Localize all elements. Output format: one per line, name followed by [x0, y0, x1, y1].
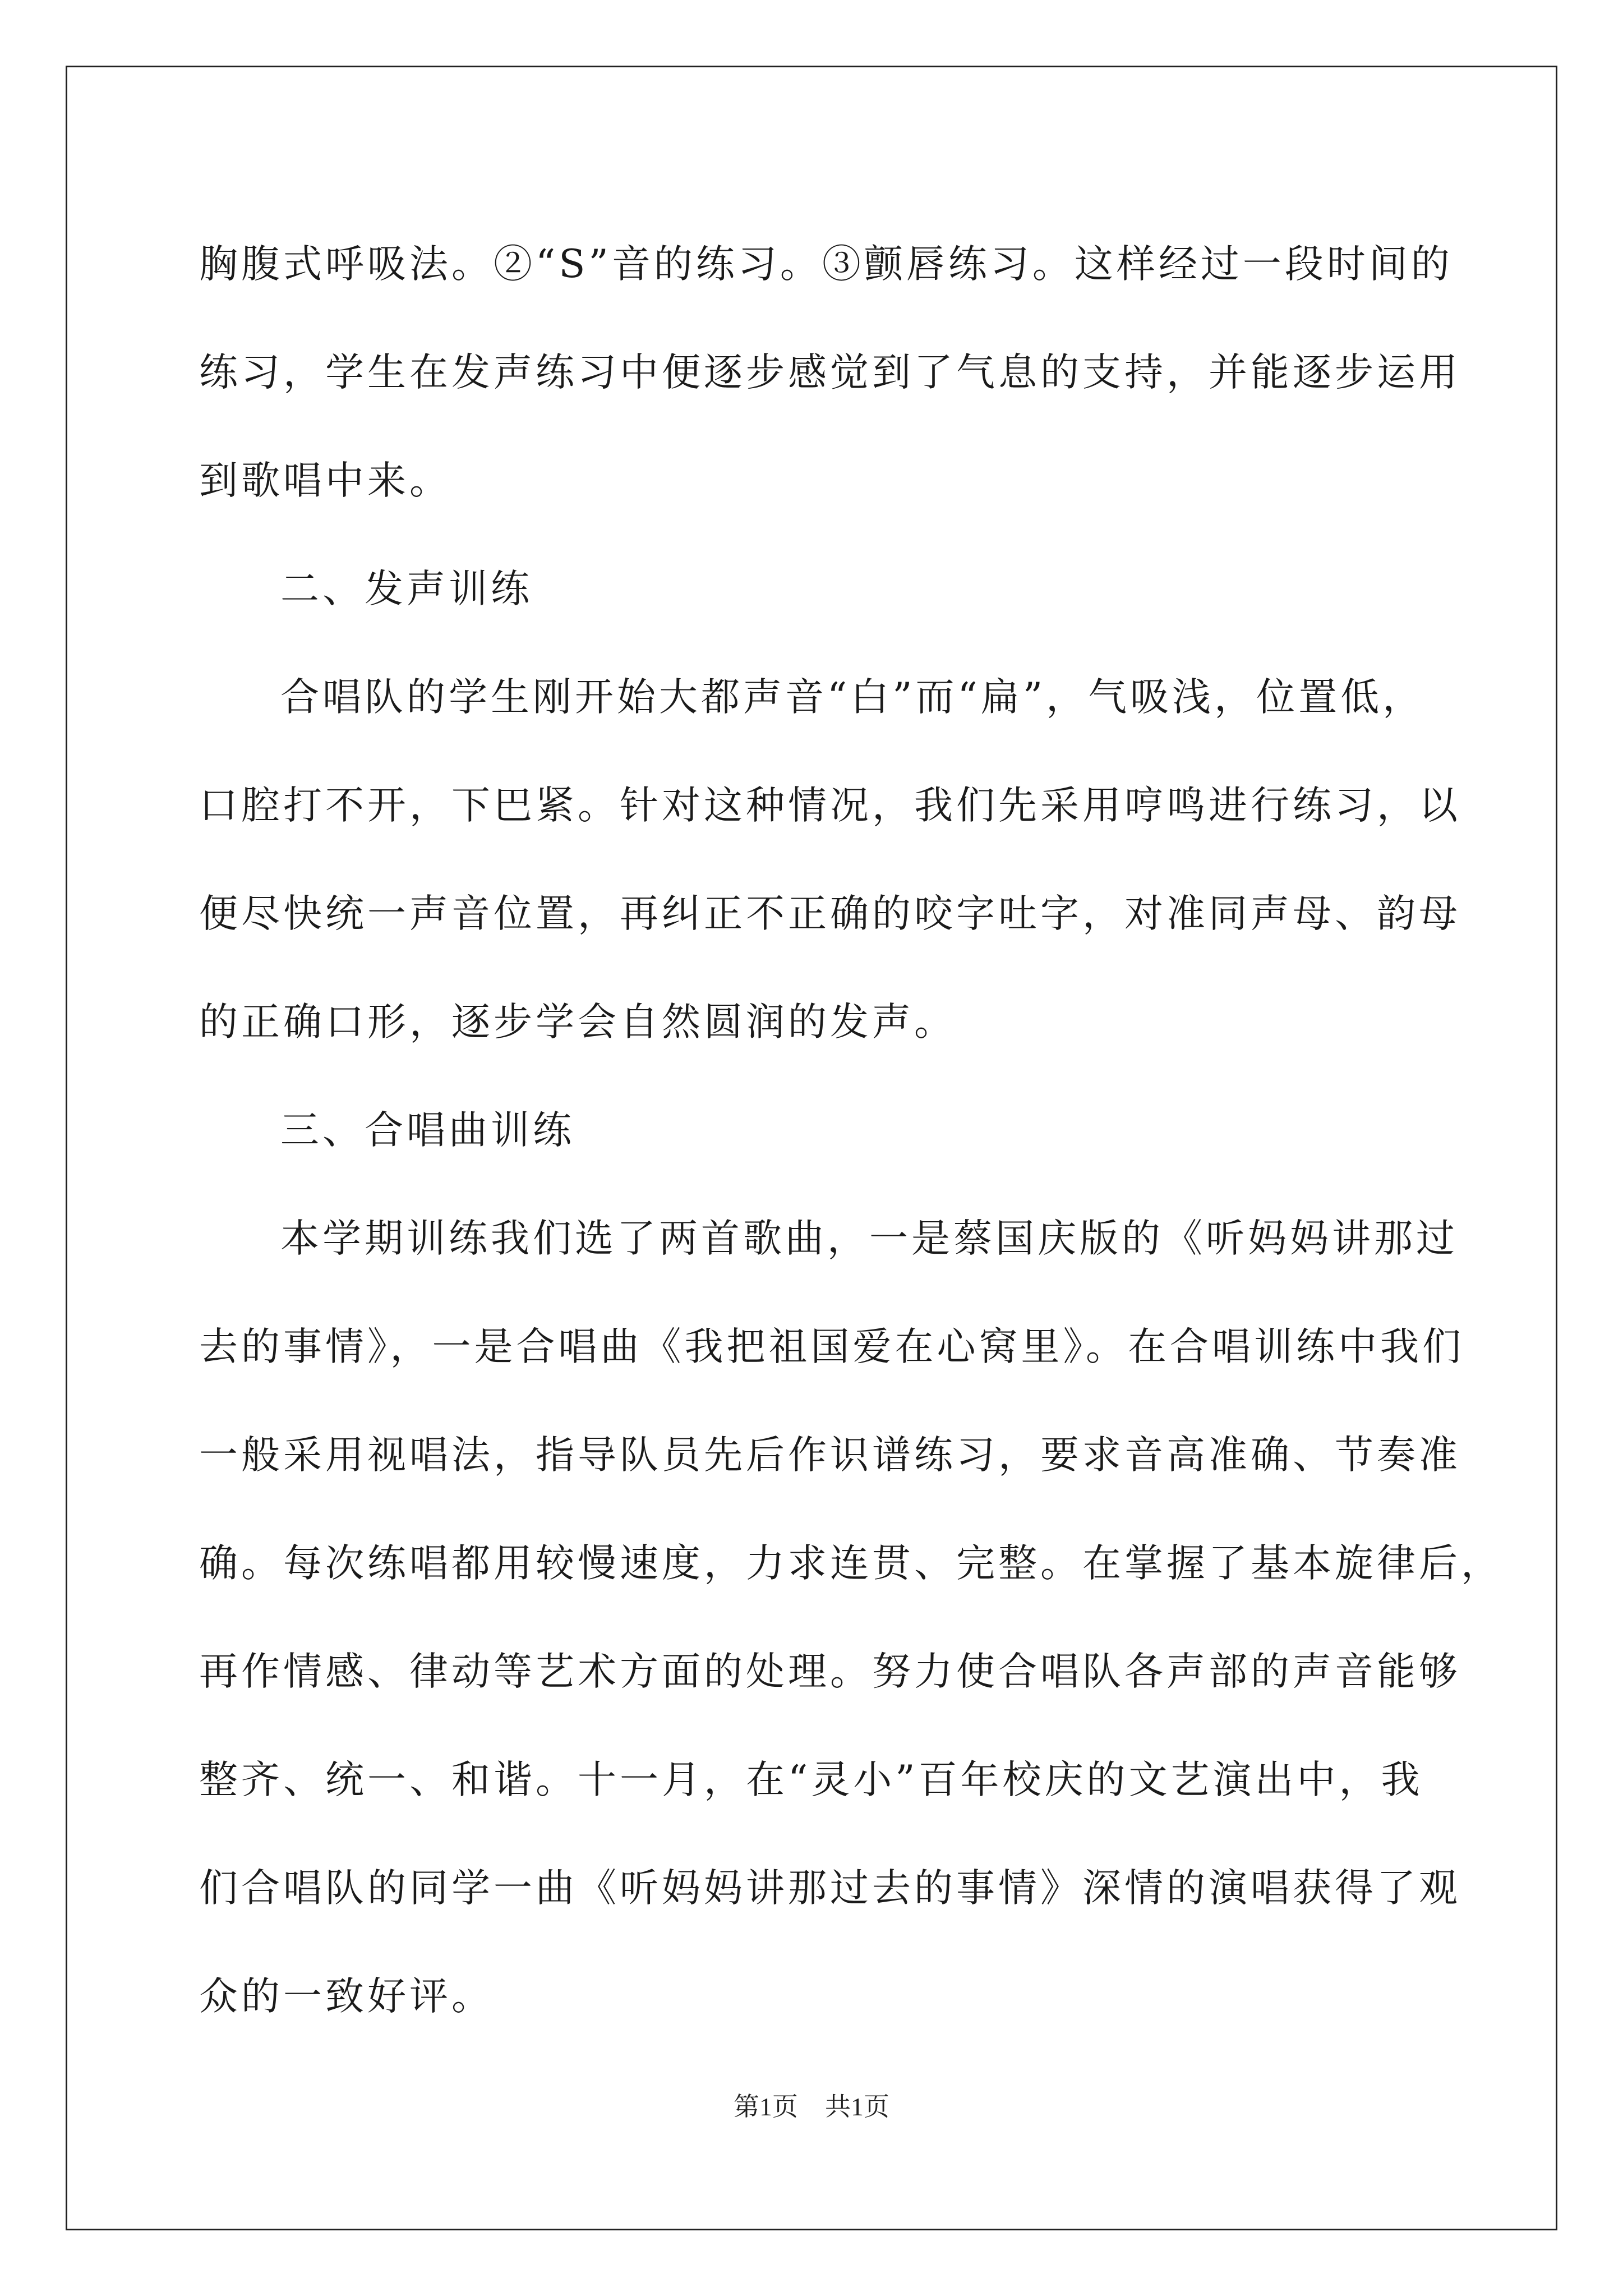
- section-heading: 二、发声训练: [280, 567, 533, 611]
- text-line: 本学期训练我们选了两首歌曲，一是蔡国庆版的《听妈妈讲那过: [280, 1216, 1458, 1261]
- text-line: 确。每次练唱都用较慢速度，力求连贯、完整。在掌握了基本旋律后，: [199, 1541, 1503, 1586]
- section-heading: 三、合唱曲训练: [280, 1108, 575, 1153]
- page-footer: [0, 2090, 1623, 2124]
- text-line: 的正确口形，逐步学会自然圆润的发声。: [199, 1000, 956, 1045]
- text-line: 再作情感、律动等艺术方面的处理。努力使合唱队各声部的声音能够: [199, 1649, 1461, 1694]
- page-number: 第1页: [734, 2092, 798, 2121]
- text-line: 众的一致好评。: [199, 1974, 494, 2019]
- text-line: 去的事情》，一是合唱曲《我把祖国爱在心窝里》。在合唱训练中我们: [199, 1324, 1464, 1369]
- text-line: 胸腹式呼吸法。②“S”音的练习。③颤唇练习。这样经过一段时间的: [199, 242, 1453, 287]
- text-line: 们合唱队的同学一曲《听妈妈讲那过去的事情》深情的演唱获得了观: [199, 1866, 1461, 1911]
- page-total: 共1页: [825, 2092, 889, 2121]
- document-body: [199, 210, 1503, 2051]
- text-line: 整齐、统一、和谐。十一月，在“灵小”百年校庆的文艺演出中，我: [199, 1757, 1423, 1802]
- text-line: 口腔打不开，下巴紧。针对这种情况，我们先采用哼鸣进行练习，以: [199, 783, 1461, 828]
- text-line: 一般采用视唱法，指导队员先后作识谱练习，要求音高准确、节奏准: [199, 1433, 1461, 1478]
- text-line: 练习，学生在发声练习中便逐步感觉到了气息的支持，并能逐步运用: [199, 350, 1461, 395]
- text-line: 便尽快统一声音位置，再纠正不正确的咬字吐字，对准同声母、韵母: [199, 891, 1461, 936]
- text-line: 到歌唱中来。: [199, 458, 451, 503]
- text-line: 合唱队的学生刚开始大都声音“白”而“扁”，气吸浅，位置低，: [280, 675, 1425, 720]
